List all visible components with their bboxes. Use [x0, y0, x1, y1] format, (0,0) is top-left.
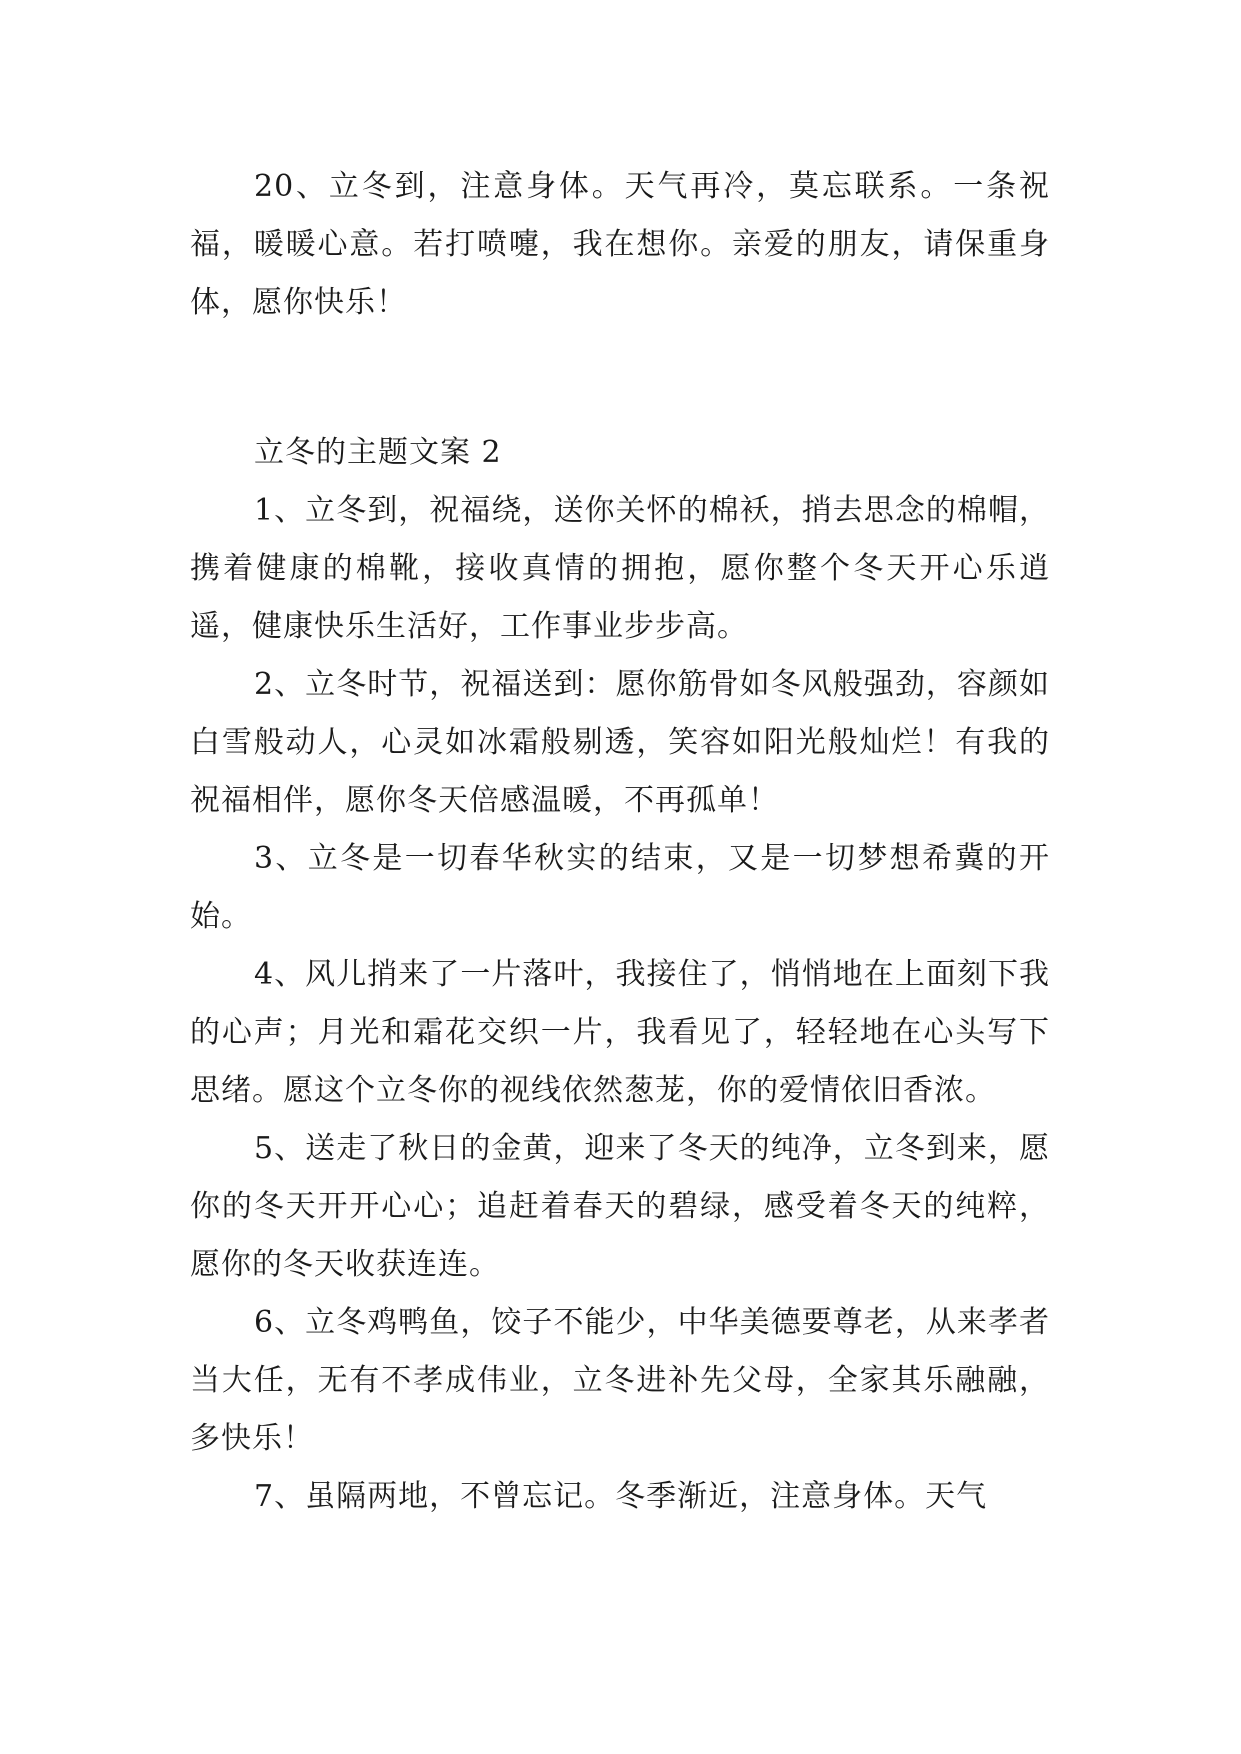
paragraph-6: 6、立冬鸡鸭鱼，饺子不能少，中华美德要尊老，从来孝者当大任，无有不孝成伟业，立冬进补先父母，全家其乐融融，多快乐！	[190, 1305, 1050, 1456]
paragraph-1: 1、立冬到，祝福绕，送你关怀的棉袄，捎去思念的棉帽，携着健康的棉靴，接收真情的拥抱，愿你整个冬天开心乐逍遥，健康快乐生活好，工作事业步步高。	[190, 493, 1050, 644]
paragraph-2: 2、立冬时节，祝福送到：愿你筋骨如冬风般强劲，容颜如白雪般动人，心灵如冰霜般剔透，笑容如阳光般灿烂！有我的祝福相伴，愿你冬天倍感温暖，不再孤单！	[190, 667, 1050, 818]
paragraph-4: 4、风儿捎来了一片落叶，我接住了，悄悄地在上面刻下我的心声；月光和霜花交织一片，我看见了，轻轻地在心头写下思绪。愿这个立冬你的视线依然葱茏，你的爱情依旧香浓。	[190, 957, 1050, 1108]
paragraph-7: 7、虽隔两地，不曾忘记。冬季渐近，注意身体。天气	[254, 1479, 988, 1514]
section-title: 立冬的主题文案 2	[254, 435, 502, 470]
document-body	[190, 158, 1050, 1526]
section-spacer	[190, 332, 1050, 424]
intro-paragraph: 20、立冬到，注意身体。天气再冷，莫忘联系。一条祝福，暖暖心意。若打喷嚏，我在想你。亲爱的朋友，请保重身体，愿你快乐！	[190, 169, 1050, 320]
paragraph-5: 5、送走了秋日的金黄，迎来了冬天的纯净，立冬到来，愿你的冬天开开心心；追赶着春天的碧绿，感受着冬天的纯粹，愿你的冬天收获连连。	[190, 1131, 1050, 1282]
paragraph-3: 3、立冬是一切春华秋实的结束，又是一切梦想希冀的开始。	[190, 841, 1050, 934]
